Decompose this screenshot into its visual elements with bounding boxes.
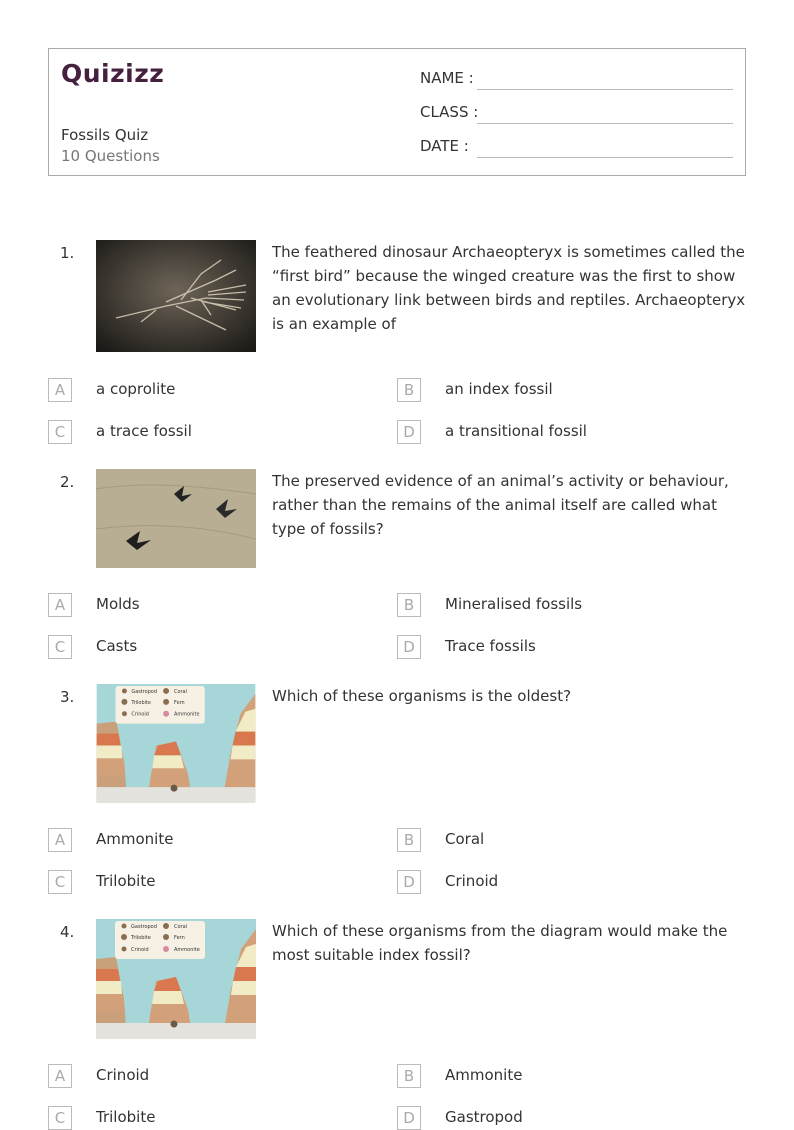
quizizz-logo: Quizizz	[61, 59, 165, 88]
option-text: Molds	[96, 595, 140, 613]
quiz-title: Fossils Quiz	[61, 126, 149, 144]
option-text: a coprolite	[96, 380, 176, 398]
option-text: Coral	[445, 830, 485, 848]
legend-label: Crinoid	[131, 947, 149, 953]
option-letter-box: D	[397, 1106, 421, 1130]
legend-label: Trilobite	[131, 935, 151, 941]
answer-option-b[interactable]	[397, 1064, 697, 1088]
question-count: 10 Questions	[61, 147, 160, 165]
answer-option-a[interactable]	[48, 378, 348, 402]
option-text: Crinoid	[96, 1066, 150, 1084]
legend-label: Gastropod	[131, 924, 157, 930]
question-number: 4.	[60, 923, 75, 941]
option-text: a transitional fossil	[445, 422, 587, 440]
legend-label: Coral	[174, 688, 187, 695]
legend-label: Gastropod	[131, 688, 157, 695]
option-text: Ammonite	[96, 830, 174, 848]
answer-option-b[interactable]	[397, 593, 697, 617]
legend-label: Fern	[174, 699, 185, 706]
question-text: Which of these organisms from the diagram would make the most suitable index fossil?	[272, 922, 728, 964]
option-letter-box: A	[48, 1064, 72, 1088]
option-letter-box: D	[397, 420, 421, 444]
footprints-in-rock-image	[96, 469, 256, 568]
legend-label: Ammonite	[174, 711, 200, 718]
answer-option-c[interactable]	[48, 1106, 348, 1130]
option-text: Gastropod	[445, 1108, 523, 1126]
answer-option-a[interactable]	[48, 593, 348, 617]
class-line	[477, 123, 733, 124]
answer-option-c[interactable]	[48, 870, 348, 894]
option-text: Casts	[96, 637, 138, 655]
date-line	[477, 157, 733, 158]
answer-option-a[interactable]	[48, 1064, 348, 1088]
option-letter-box: C	[48, 635, 72, 659]
legend-label: Crinoid	[131, 711, 149, 718]
question-number: 3.	[60, 688, 75, 706]
option-text: Trace fossils	[445, 637, 536, 655]
option-text: Trilobite	[96, 1108, 156, 1126]
option-letter-box: C	[48, 1106, 72, 1130]
option-letter-box: B	[397, 828, 421, 852]
option-text: Ammonite	[445, 1066, 523, 1084]
option-letter-box: D	[397, 635, 421, 659]
class-label: CLASS :	[420, 103, 479, 121]
answer-option-a[interactable]	[48, 828, 348, 852]
question-text: The preserved evidence of an animal’s activity or behaviour, rather than the remains of the animal itself are called what type of fossils?	[272, 472, 729, 538]
rock-layers-diagram-image	[96, 919, 256, 1039]
answer-option-b[interactable]	[397, 378, 697, 402]
option-letter-box: B	[397, 593, 421, 617]
answer-option-d[interactable]	[397, 1106, 697, 1130]
legend-label: Fern	[174, 935, 185, 941]
date-label: DATE :	[420, 137, 469, 155]
worksheet-header	[48, 48, 746, 176]
option-letter-box: B	[397, 378, 421, 402]
answer-option-b[interactable]	[397, 828, 697, 852]
legend-label: Ammonite	[174, 947, 200, 953]
question-text: Which of these organisms is the oldest?	[272, 687, 572, 705]
name-label: NAME :	[420, 69, 474, 87]
option-text: Trilobite	[96, 872, 156, 890]
rock-layers-diagram-image	[96, 684, 256, 803]
option-letter-box: B	[397, 1064, 421, 1088]
option-text: an index fossil	[445, 380, 553, 398]
question-number: 1.	[60, 244, 75, 262]
option-letter-box: A	[48, 828, 72, 852]
option-letter-box: D	[397, 870, 421, 894]
option-text: Crinoid	[445, 872, 499, 890]
legend-label: Trilobite	[131, 699, 151, 706]
question-number: 2.	[60, 473, 75, 491]
archaeopteryx-fossil-image	[96, 240, 256, 352]
option-letter-box: A	[48, 378, 72, 402]
answer-option-d[interactable]	[397, 870, 697, 894]
option-letter-box: C	[48, 870, 72, 894]
option-text: Mineralised fossils	[445, 595, 583, 613]
question-text: The feathered dinosaur Archaeopteryx is sometimes called the “first bird” because the winged creature was the first to show an evolutionary link between birds and reptiles. Archaeopteryx is an example of	[272, 243, 746, 333]
option-letter-box: C	[48, 420, 72, 444]
answer-option-c[interactable]	[48, 420, 348, 444]
option-text: a trace fossil	[96, 422, 192, 440]
option-letter-box: A	[48, 593, 72, 617]
answer-option-d[interactable]	[397, 420, 697, 444]
legend-label: Coral	[174, 924, 188, 930]
name-line	[477, 89, 733, 90]
answer-option-d[interactable]	[397, 635, 697, 659]
answer-option-c[interactable]	[48, 635, 348, 659]
